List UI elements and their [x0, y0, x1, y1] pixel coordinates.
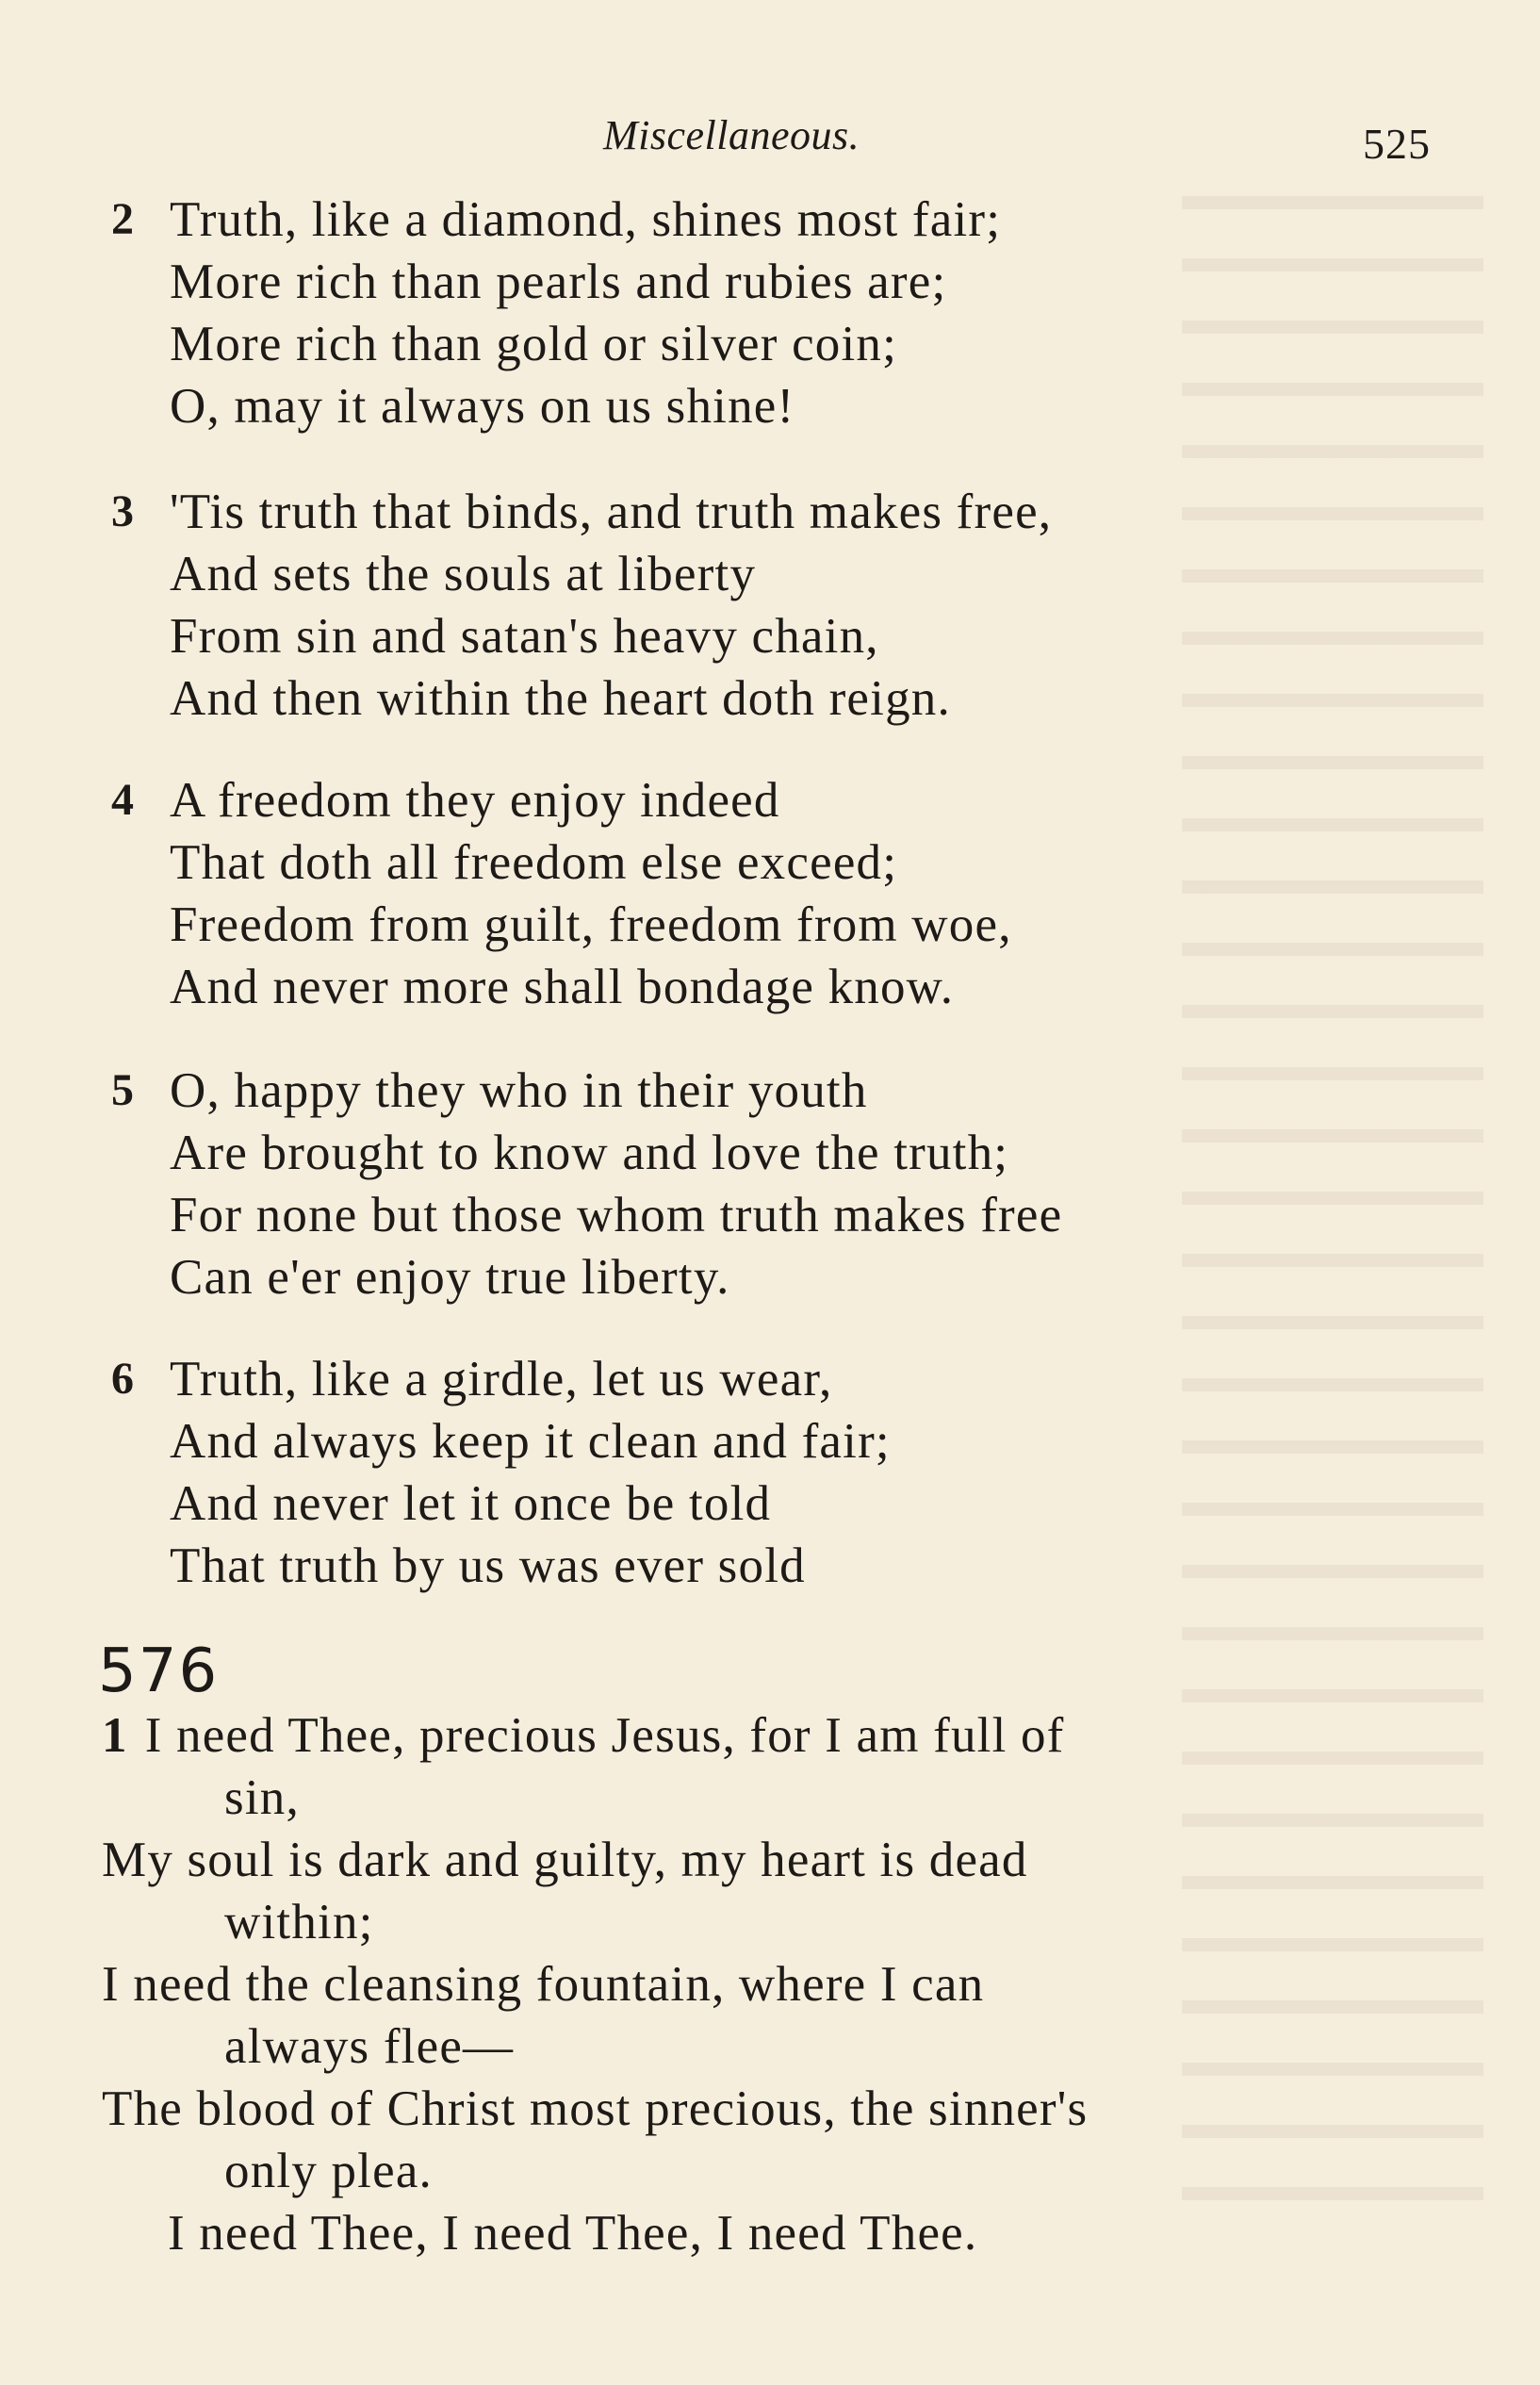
stanza-line: Are brought to know and love the truth;	[170, 1126, 1009, 1180]
stanza-number: 6	[111, 1354, 134, 1404]
stanza-5	[111, 1060, 1450, 1308]
verse-line-text: I need Thee, precious Jesus, for I am full of	[144, 1708, 1065, 1763]
verse-line: My soul is dark and guilty, my heart is dead	[102, 1833, 1028, 1887]
section-title: Miscellaneous.	[603, 112, 860, 158]
verse-line: I need the cleansing fountain, where I can	[102, 1957, 985, 2012]
hymn-576-verse-1	[102, 1704, 1440, 2264]
stanza-number: 2	[111, 194, 134, 244]
stanza-line: For none but those whom truth makes free	[170, 1188, 1063, 1242]
verse-number: 1	[102, 1708, 128, 1763]
stanza-line: From sin and satan's heavy chain,	[170, 609, 879, 664]
stanza-line: More rich than pearls and rubies are;	[170, 255, 947, 309]
stanza-4	[111, 769, 1450, 1018]
stanza-line: And sets the souls at liberty	[170, 547, 757, 601]
stanza-line: O, may it always on us shine!	[170, 379, 795, 434]
stanza-line: Truth, like a girdle, let us wear,	[170, 1352, 833, 1406]
stanza-number: 5	[111, 1065, 134, 1115]
verse-line: always flee—	[224, 2019, 515, 2074]
stanza-line: And then within the heart doth reign.	[170, 671, 951, 726]
stanza-number: 4	[111, 775, 134, 825]
stanza-line: Truth, like a diamond, shines most fair;	[170, 192, 1002, 247]
verse-line: The blood of Christ most precious, the sinner's	[102, 2081, 1089, 2136]
stanza-line: 'Tis truth that binds, and truth makes free,	[170, 485, 1053, 539]
stanza-line: That doth all freedom else exceed;	[170, 835, 898, 890]
stanza-line: That truth by us was ever sold	[170, 1538, 806, 1593]
stanza-line: And never more shall bondage know.	[170, 960, 955, 1014]
stanza-line: Freedom from guilt, freedom from woe,	[170, 897, 1012, 952]
running-head	[0, 111, 1540, 168]
stanza-line: A freedom they enjoy indeed	[170, 773, 780, 828]
verse-line: sin,	[224, 1770, 300, 1825]
verse-line: only plea.	[224, 2144, 433, 2198]
stanza-line: O, happy they who in their youth	[170, 1063, 868, 1118]
stanza-number: 3	[111, 486, 134, 536]
verse-line	[102, 1704, 1440, 1767]
stanza-line: More rich than gold or silver coin;	[170, 317, 898, 371]
page-number: 525	[1363, 120, 1431, 168]
verse-line: within;	[224, 1895, 374, 1949]
stanza-line: And never let it once be told	[170, 1476, 772, 1531]
stanza-2	[111, 189, 1450, 437]
stanza-line: And always keep it clean and fair;	[170, 1414, 891, 1469]
hymn-number: 576	[98, 1637, 220, 1706]
refrain-line: I need Thee, I need Thee, I need Thee.	[168, 2206, 978, 2261]
stanza-6	[111, 1348, 1450, 1597]
stanza-3	[111, 481, 1450, 730]
stanza-line: Can e'er enjoy true liberty.	[170, 1250, 730, 1305]
